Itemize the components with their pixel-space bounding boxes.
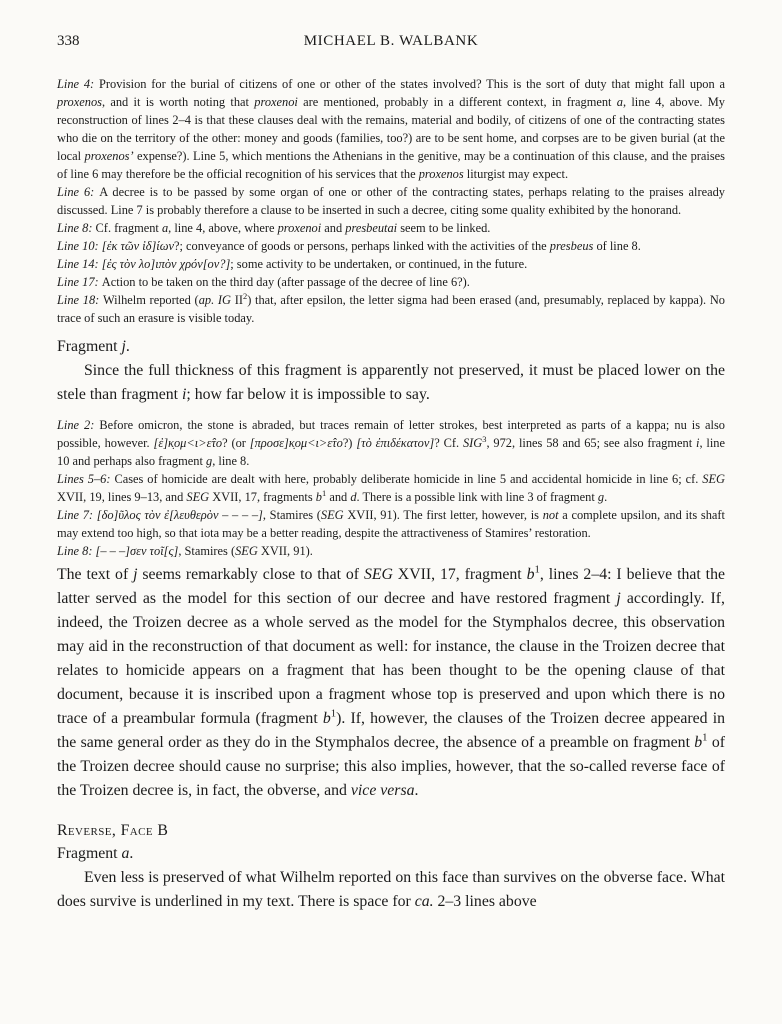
note-line-2: Line 2: Before omicron, the stone is abraded, but traces remain of letter strokes, best interpreted as parts of a kappa; nu is also possible, however. [ἐ]κ̣ομ<ι>ε̂το? (or [προσε]κ̣ομ<ι>ε̂το?) [τὸ ἐπιδέκατον]? Cf. SIG$^3$, 972, lines 58 and 65; see also fragment i, line 10 and perhaps also fragment g, line 8. (57, 418, 725, 468)
note-line-4: Line 4: Provision for the burial of citizens of one or other of the states involved? This is the sort of duty that might fall upon a proxenos, and it is worth noting that proxenoi are mentioned, probably in a different context, in fragment a, line 4, above. My reconstruction of lines 2–4 is that these clauses deal with the remains, material and bodily, of citizens of one of the contracting states who die on the territory of the other: money and goods (families, too?) are to be sent home, and corpses are to be given burial (at the local proxenos’ expense?). Line 5, which mentions the Athenians in the genitive, may be a continuation of this clause, and the praises of line 6 may therefore be the official recognition of his services that the proxenos liturgist may expect. (57, 77, 725, 181)
discussion-paragraph: The text of j seems remarkably close to that of SEG XVII, 17, fragment $b^1$, lines 2–4: I believe that the latter served as the model for this section of our decree and have restored fragment j accordingly. If, indeed, the Troizen decree as a whole served as the model for the Stymphalos decree, this observation may aid in the reconstruction of that document as well: for instance, the clause in the Troizen decree that relates to homicide appears on a fragment that has been thought to be the opening clause of that document, because it is inscribed upon a fragment whose top is preserved and upon which there is no trace of a preambular formula (fragment $b^1$). If, however, the clauses of the Troizen decree appeared in the same general order as they do in the Stymphalos decree, the absence of a preamble on fragment $b^1$ of the Troizen decree should cause no surprise; this also implies, however, that the so-called reverse face of the Troizen decree is, in fact, the obverse, and vice versa. (57, 563, 726, 799)
note-line-7: Line 7: [δο]ῦλος τὸν ἐ[λευθερὸν – – – –], Stamires (SEG XVII, 91). The first letter, however, is not a complete upsilon, and its shaft may extend too high, so that iota may be a better reading, despite the attractiveness of Stamires’ restoration. (57, 508, 725, 540)
note-line-6: Line 6: A decree is to be passed by some organ of one or other of the contracting states, perhaps relating to the praises already discussed. Line 7 is probably therefore a clause to be inserted in such a decree, citing some quality exhibited by the honorand. (57, 185, 726, 217)
commentary-notes-obverse (57, 75, 725, 327)
note-line-8: Line 8: Cf. fragment a, line 4, above, where proxenoi and presbeutai seem to be linked. (57, 221, 491, 235)
running-head: MICHAEL B. WALBANK (303, 33, 479, 49)
commentary-notes-fragment-j (57, 416, 725, 560)
fragment-j-heading: Fragment j. (57, 338, 130, 355)
page-header (57, 33, 725, 53)
note-lines-5-6: Lines 5–6: Cases of homicide are dealt with here, probably deliberate homicide in line 5 and accidental homicide in line 6; cf. SEG XVII, 19, lines 9–13, and SEG XVII, 17, fragments $b^1$ and d. There is a possible link with line 3 of fragment g. (57, 472, 725, 504)
note-line-18: Line 18: Wilhelm reported (ap. IG $II^2$) that, after epsilon, the letter sigma had been erased (and, presumably, replaced by kappa). No trace of such an erasure is visible today. (57, 290, 725, 325)
note-line-8-frag-j: Line 8: [– – –]σεν τοῖ[ς], Stamires (SEG XVII, 91). (57, 544, 313, 558)
fragment-a-heading: Fragment a. (57, 845, 134, 862)
fragment-j-intro-paragraph: Since the full thickness of this fragment is apparently not preserved, it must be placed lower on the stele than fragment i; how far below it is impossible to say. (57, 362, 725, 403)
note-line-14: Line 14: [ἐς τὸν λο]ιπὸν χρόν[ον?]; some activity to be undertaken, or continued, in the future. (57, 257, 528, 271)
note-line-10: Line 10: [ἐκ τῶν ἰδ]ίων?; conveyance of goods or persons, perhaps linked with the activities of the presbeus of line 8. (57, 239, 641, 253)
reverse-face-b-heading: Reverse, Face B (57, 822, 169, 839)
page-number: 338 (57, 33, 80, 49)
fragment-a-intro-paragraph: Even less is preserved of what Wilhelm reported on this face than survives on the obverse face. What does survive is underlined in my text. There is space for ca. 2–3 lines above (57, 869, 725, 910)
note-line-17: Line 17: Action to be taken on the third day (after passage of the decree of line 6?). (57, 275, 470, 289)
